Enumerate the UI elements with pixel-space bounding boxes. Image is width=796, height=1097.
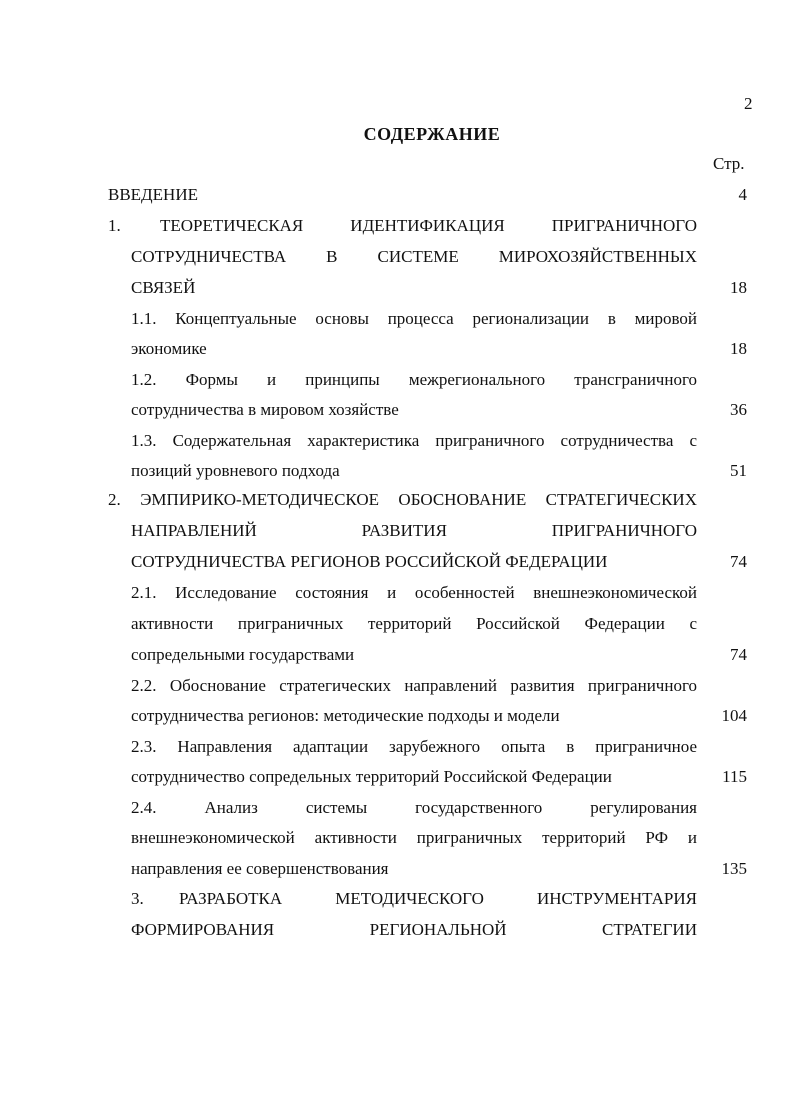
page-number: 2 [744,94,753,113]
toc-page-number: 18 [730,278,747,297]
toc-page-number: 51 [730,461,747,480]
toc-line: СОТРУДНИЧЕСТВА РЕГИОНОВ РОССИЙСКОЙ ФЕДЕРАЦИИ [131,552,608,571]
toc-line: 1.3. Содержательная характеристика приграничного сотрудничества с [131,431,697,450]
toc-page-number: 36 [730,400,747,419]
toc-line: НАПРАВЛЕНИЙ РАЗВИТИЯ ПРИГРАНИЧНОГО [131,521,697,540]
toc-page-number: 104 [721,706,747,725]
toc-page-number: 115 [722,767,747,786]
toc-line: сотрудничества регионов: методические подходы и модели [131,706,560,725]
toc-page-number: 74 [730,645,747,664]
toc-line: сопредельными государствами [131,645,355,664]
toc-line: 2.4. Анализ системы государственного регулирования [131,798,697,817]
toc-line: сотрудничества в мировом хозяйстве [131,400,399,419]
toc-line: экономике [131,339,207,358]
toc-line: 2. ЭМПИРИКО-МЕТОДИЧЕСКОЕ ОБОСНОВАНИЕ СТРАТЕГИЧЕСКИХ [108,490,697,509]
toc-page-number: 18 [730,339,747,358]
toc-page-number: 4 [738,185,747,204]
toc-line: РАЗРАБОТКА МЕТОДИЧЕСКОГО ИНСТРУМЕНТАРИЯ [179,889,697,908]
toc-item-number: 1. [108,216,121,235]
toc-line: СОТРУДНИЧЕСТВА В СИСТЕМЕ МИРОХОЗЯЙСТВЕННЫХ [131,247,697,266]
toc-line: позиций уровневого подхода [131,461,340,480]
toc-line: ТЕОРЕТИЧЕСКАЯ ИДЕНТИФИКАЦИЯ ПРИГРАНИЧНОГО [160,216,697,235]
toc-line: 1.2. Формы и принципы межрегионального трансграничного [131,370,697,389]
toc-line: 2.1. Исследование состояния и особенностей внешнеэкономической [131,583,697,602]
page-column-label: Стр. [713,154,745,173]
toc-line: внешнеэкономической активности приграничных территорий РФ и [131,828,697,847]
toc-line: ФОРМИРОВАНИЯ РЕГИОНАЛЬНОЙ СТРАТЕГИИ [131,920,697,939]
toc-line: сотрудничество сопредельных территорий Российской Федерации [131,767,612,786]
toc-line: ВВЕДЕНИЕ [108,185,198,204]
toc-page-number: 135 [721,859,747,878]
toc-line: направления ее совершенствования [131,859,389,878]
toc-line: активности приграничных территорий Российской Федерации с [131,614,697,633]
toc-line: 2.2. Обоснование стратегических направлений развития приграничного [131,676,697,695]
page-title: СОДЕРЖАНИЕ [363,124,501,144]
toc-item-number: 3. [131,889,144,908]
toc-line: 2.3. Направления адаптации зарубежного опыта в приграничное [131,737,697,756]
toc-line: СВЯЗЕЙ [131,278,196,297]
toc-page-number: 74 [730,552,747,571]
toc-line: 1.1. Концептуальные основы процесса регионализации в мировой [131,309,697,328]
